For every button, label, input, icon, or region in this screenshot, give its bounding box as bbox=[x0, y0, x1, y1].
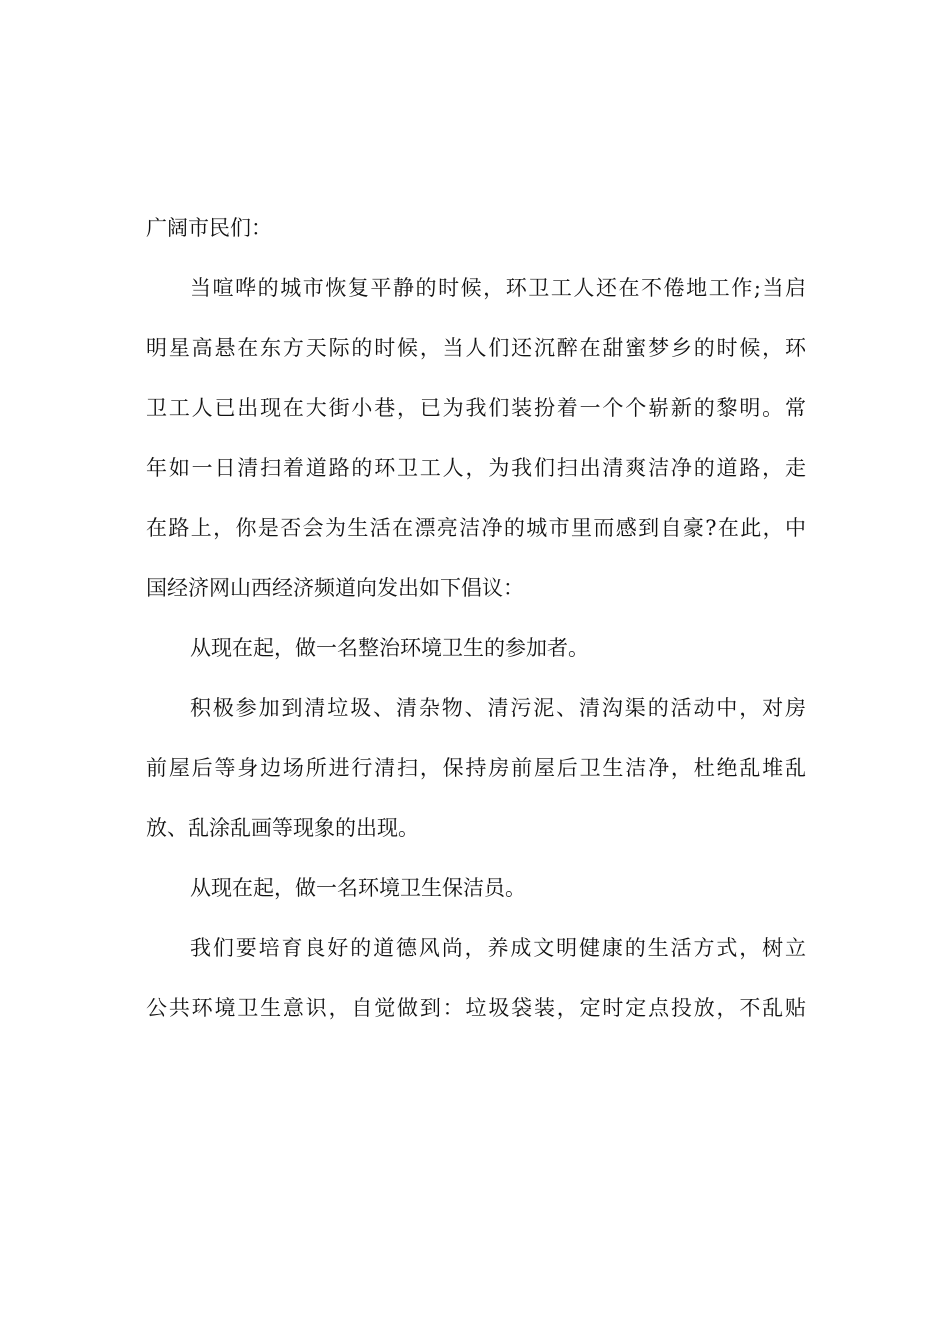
paragraph-line: 卫工人已出现在大街小巷，已为我们装扮着一个个崭新的黎明。常 bbox=[146, 396, 806, 420]
document-body bbox=[146, 202, 806, 1042]
paragraph-line: 从现在起，做一名整治环境卫生的参加者。 bbox=[190, 636, 589, 660]
paragraph-line: 当喧哗的城市恢复平静的时候，环卫工人还在不倦地工作;当启 bbox=[190, 276, 806, 300]
paragraph-line: 明星高悬在东方天际的时候，当人们还沉醉在甜蜜梦乡的时候，环 bbox=[146, 336, 806, 360]
paragraph-line: 放、乱涂乱画等现象的出现。 bbox=[146, 816, 419, 840]
paragraph-line: 积极参加到清垃圾、清杂物、清污泥、清沟渠的活动中，对房 bbox=[190, 696, 806, 720]
paragraph-line: 年如一日清扫着道路的环卫工人，为我们扫出清爽洁净的道路，走 bbox=[146, 456, 806, 480]
paragraph-line: 前屋后等身边场所进行清扫，保持房前屋后卫生洁净，杜绝乱堆乱 bbox=[146, 756, 806, 780]
paragraph-line: 从现在起，做一名环境卫生保洁员。 bbox=[190, 876, 526, 900]
paragraph-line: 国经济网山西经济频道向发出如下倡议： bbox=[146, 576, 524, 600]
salutation-line: 广阔市民们： bbox=[146, 216, 272, 240]
paragraph-line: 在路上，你是否会为生活在漂亮洁净的城市里而感到自豪?在此，中 bbox=[146, 516, 806, 540]
paragraph-line: 公共环境卫生意识，自觉做到：垃圾袋装，定时定点投放，不乱贴 bbox=[146, 996, 806, 1020]
paragraph-line: 我们要培育良好的道德风尚，养成文明健康的生活方式，树立 bbox=[190, 936, 806, 960]
